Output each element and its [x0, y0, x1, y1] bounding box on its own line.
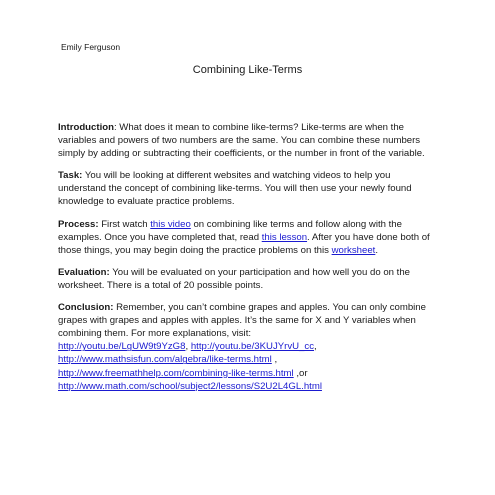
evaluation-paragraph	[58, 266, 440, 292]
introduction-paragraph	[58, 121, 440, 160]
task-label: Task:	[58, 170, 83, 182]
link-separator-1: ,	[185, 341, 191, 353]
conclusion-paragraph	[58, 301, 440, 393]
process-label: Process:	[58, 218, 99, 230]
mathcom-link[interactable]: http://www.math.com/school/subject2/lessons/S2U2L4GL.html	[58, 380, 322, 392]
task-paragraph	[58, 169, 440, 208]
link-separator-2: ,	[314, 341, 317, 353]
introduction-text: : What does it mean to combine like-terms? Like-terms are when the variables and powers of two numbers are the same. You can combine these numbers simply by adding or subtracting their coefficients, or the number in front of the variable.	[58, 122, 425, 160]
author-name: Emily Ferguson	[61, 42, 121, 52]
process-text-2: on combining like terms and follow along with the examples. Once you have completed that, read	[58, 218, 402, 243]
worksheet-link[interactable]: worksheet	[331, 244, 376, 256]
this-lesson-link[interactable]: this lesson	[261, 231, 308, 243]
process-paragraph	[58, 218, 440, 257]
evaluation-label: Evaluation:	[58, 266, 110, 278]
youtube-link-2[interactable]: http://youtu.be/3KUJYrvU_cc	[190, 341, 314, 353]
link-separator-4: ,or	[293, 367, 308, 379]
task-text: You will be looking at different websites and watching videos to help you understand the concept of combining like-terms. You will then use your newly found knowledge to evaluate practice problems.	[58, 170, 412, 208]
process-text-1: First watch	[98, 218, 151, 230]
process-text-3: . After you have done both of those things, you may begin doing the practice problems on this	[58, 231, 430, 256]
document-title: Combining Like-Terms	[192, 64, 303, 76]
this-video-link[interactable]: this video	[150, 218, 191, 230]
conclusion-label: Conclusion:	[58, 302, 114, 314]
mathsisfun-link[interactable]: http://www.mathsisfun.com/algebra/like-terms.html	[58, 354, 272, 366]
process-text-4: .	[375, 244, 378, 256]
conclusion-text: Remember, you can’t combine grapes and apples. You can only combine grapes with grapes and apples with apples. It’s the same for X and Y variables when combining them. For more explanations, visit:	[58, 302, 426, 340]
document-body	[58, 121, 440, 402]
youtube-link-1[interactable]: http://youtu.be/LgUW9t9YzG8	[58, 341, 186, 353]
evaluation-text: You will be evaluated on your participation and how well you do on the worksheet. There is a total of 20 possible points.	[58, 266, 410, 291]
link-separator-3: ,	[271, 354, 278, 366]
freemathhelp-link[interactable]: http://www.freemathhelp.com/combining-like-terms.html	[58, 367, 294, 379]
introduction-label: Introduction	[58, 122, 114, 133]
